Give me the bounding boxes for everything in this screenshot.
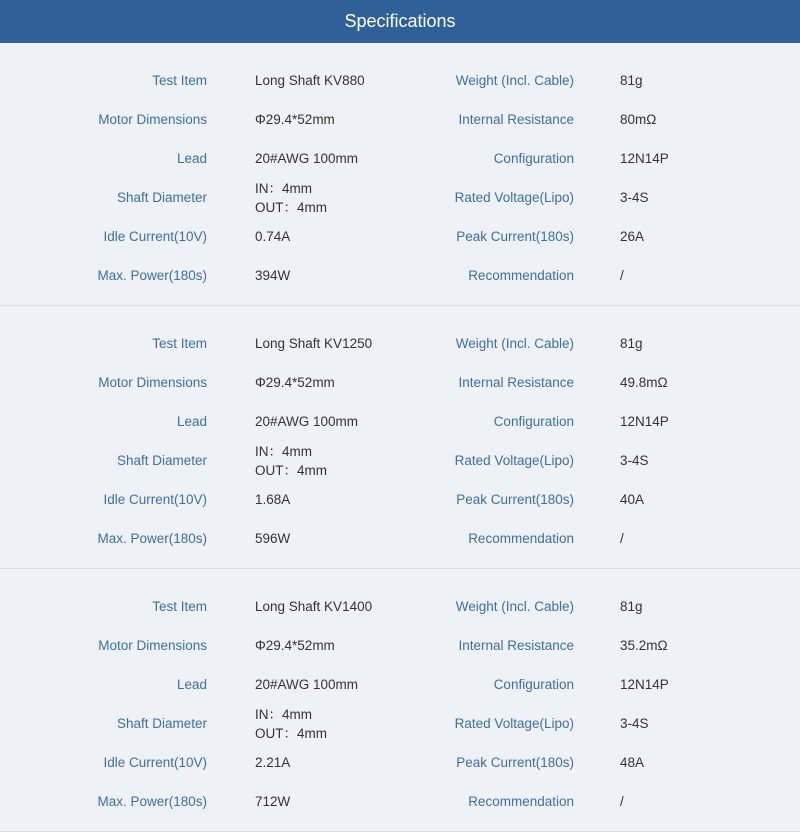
spec-row xyxy=(0,704,800,743)
peak-current-value: 26A xyxy=(620,229,645,244)
max-power-value: 394W xyxy=(255,268,291,283)
spec-row xyxy=(0,480,800,519)
spec-row xyxy=(0,519,800,558)
recommendation-value: / xyxy=(620,794,624,809)
lead-label: Lead xyxy=(176,414,207,429)
spec-section-kv1250 xyxy=(0,306,800,569)
spec-row xyxy=(0,100,800,139)
idle-current-label: Idle Current(10V) xyxy=(103,492,207,507)
test-item-value: Long Shaft KV880 xyxy=(255,73,365,88)
lead-value: 20#AWG 100mm xyxy=(255,677,359,692)
weight-label: Weight (Incl. Cable) xyxy=(455,336,574,351)
internal-resistance-value: 80mΩ xyxy=(620,112,657,127)
motor-dimensions-value: Φ29.4*52mm xyxy=(255,112,335,127)
spec-row xyxy=(0,441,800,480)
peak-current-label: Peak Current(180s) xyxy=(456,492,574,507)
rated-voltage-label: Rated Voltage(Lipo) xyxy=(454,453,574,468)
shaft-diameter-value xyxy=(255,705,327,743)
weight-label: Weight (Incl. Cable) xyxy=(455,599,574,614)
idle-current-label: Idle Current(10V) xyxy=(103,229,207,244)
internal-resistance-value: 49.8mΩ xyxy=(620,375,668,390)
lead-label: Lead xyxy=(176,677,207,692)
configuration-label: Configuration xyxy=(493,677,574,692)
internal-resistance-label: Internal Resistance xyxy=(458,375,574,390)
header-title: Specifications xyxy=(344,11,456,31)
spec-row xyxy=(0,139,800,178)
rated-voltage-label: Rated Voltage(Lipo) xyxy=(454,190,574,205)
internal-resistance-label: Internal Resistance xyxy=(458,112,574,127)
internal-resistance-label: Internal Resistance xyxy=(458,638,574,653)
weight-value: 81g xyxy=(620,73,643,88)
spec-row xyxy=(0,782,800,821)
spec-row xyxy=(0,256,800,295)
spec-row xyxy=(0,665,800,704)
shaft-out-value: OUT：4mm xyxy=(255,725,327,741)
idle-current-value: 1.68A xyxy=(255,492,291,507)
rated-voltage-value: 3-4S xyxy=(620,716,649,731)
motor-dimensions-label: Motor Dimensions xyxy=(98,638,207,653)
peak-current-value: 48A xyxy=(620,755,645,770)
shaft-in-value: IN：4mm xyxy=(255,180,312,196)
idle-current-value: 2.21A xyxy=(255,755,291,770)
max-power-label: Max. Power(180s) xyxy=(97,531,207,546)
spec-row xyxy=(0,587,800,626)
motor-dimensions-label: Motor Dimensions xyxy=(98,112,207,127)
spec-row xyxy=(0,324,800,363)
shaft-out-value: OUT：4mm xyxy=(255,199,327,215)
recommendation-value: / xyxy=(620,531,624,546)
lead-value: 20#AWG 100mm xyxy=(255,414,359,429)
shaft-out-value: OUT：4mm xyxy=(255,462,327,478)
motor-dimensions-value: Φ29.4*52mm xyxy=(255,375,335,390)
shaft-diameter-value xyxy=(255,179,327,217)
configuration-value: 12N14P xyxy=(620,414,669,429)
recommendation-value: / xyxy=(620,268,624,283)
max-power-label: Max. Power(180s) xyxy=(97,268,207,283)
spec-row xyxy=(0,743,800,782)
peak-current-label: Peak Current(180s) xyxy=(456,755,574,770)
test-item-value: Long Shaft KV1250 xyxy=(255,336,373,351)
shaft-diameter-label: Shaft Diameter xyxy=(116,453,207,468)
test-item-value: Long Shaft KV1400 xyxy=(255,599,373,614)
rated-voltage-value: 3-4S xyxy=(620,453,649,468)
max-power-label: Max. Power(180s) xyxy=(97,794,207,809)
configuration-value: 12N14P xyxy=(620,151,669,166)
configuration-label: Configuration xyxy=(493,151,574,166)
idle-current-label: Idle Current(10V) xyxy=(103,755,207,770)
weight-value: 81g xyxy=(620,336,643,351)
test-item-label: Test Item xyxy=(152,336,207,351)
max-power-value: 596W xyxy=(255,531,291,546)
weight-label: Weight (Incl. Cable) xyxy=(455,73,574,88)
shaft-diameter-label: Shaft Diameter xyxy=(116,190,207,205)
spec-row xyxy=(0,402,800,441)
shaft-diameter-value xyxy=(255,442,327,480)
peak-current-value: 40A xyxy=(620,492,645,507)
test-item-label: Test Item xyxy=(152,599,207,614)
motor-dimensions-value: Φ29.4*52mm xyxy=(255,638,335,653)
peak-current-label: Peak Current(180s) xyxy=(456,229,574,244)
shaft-diameter-label: Shaft Diameter xyxy=(116,716,207,731)
lead-label: Lead xyxy=(176,151,207,166)
spec-row xyxy=(0,626,800,665)
lead-value: 20#AWG 100mm xyxy=(255,151,359,166)
spec-section-kv880 xyxy=(0,43,800,306)
configuration-label: Configuration xyxy=(493,414,574,429)
spec-section-kv1400 xyxy=(0,569,800,832)
recommendation-label: Recommendation xyxy=(468,268,574,283)
spec-row xyxy=(0,363,800,402)
recommendation-label: Recommendation xyxy=(468,794,574,809)
shaft-in-value: IN：4mm xyxy=(255,706,312,722)
internal-resistance-value: 35.2mΩ xyxy=(620,638,668,653)
specifications-header xyxy=(0,0,800,43)
test-item-label: Test Item xyxy=(152,73,207,88)
spec-row xyxy=(0,61,800,100)
spec-row xyxy=(0,217,800,256)
motor-dimensions-label: Motor Dimensions xyxy=(98,375,207,390)
weight-value: 81g xyxy=(620,599,643,614)
configuration-value: 12N14P xyxy=(620,677,669,692)
recommendation-label: Recommendation xyxy=(468,531,574,546)
shaft-in-value: IN：4mm xyxy=(255,443,312,459)
max-power-value: 712W xyxy=(255,794,291,809)
idle-current-value: 0.74A xyxy=(255,229,291,244)
rated-voltage-value: 3-4S xyxy=(620,190,649,205)
rated-voltage-label: Rated Voltage(Lipo) xyxy=(454,716,574,731)
spec-row xyxy=(0,178,800,217)
